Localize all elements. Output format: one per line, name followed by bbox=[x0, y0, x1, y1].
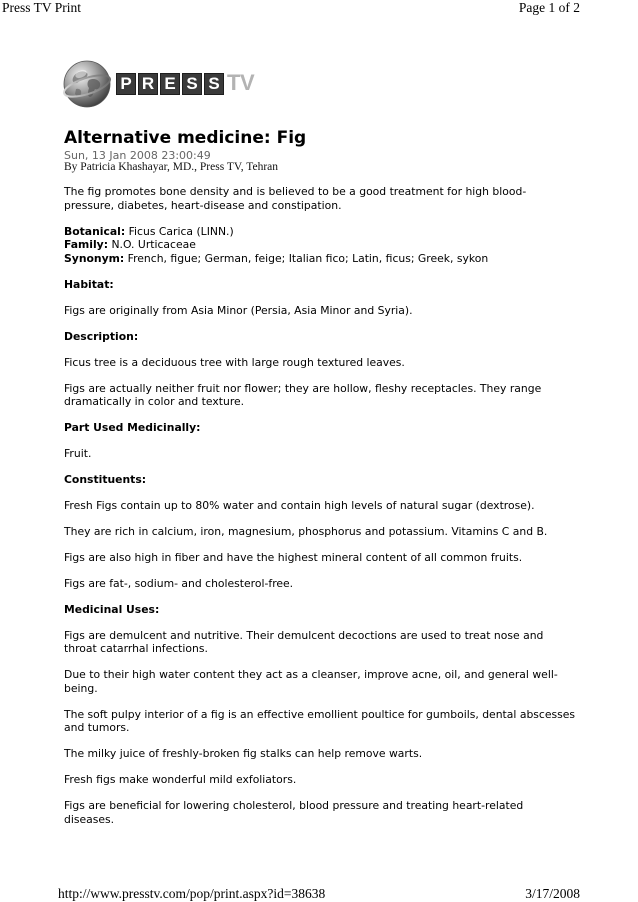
fact-value: N.O. Urticaceae bbox=[111, 238, 196, 252]
fact-label: Family: bbox=[64, 238, 109, 252]
fact-family bbox=[64, 238, 575, 251]
fact-label: Botanical: bbox=[64, 224, 126, 238]
paragraph bbox=[64, 629, 575, 656]
text-line: Due to their high water content they act as a cleanser, improve acne, oil, and general well- bbox=[64, 668, 558, 682]
article-byline: By Patricia Khashayar, MD., Press TV, Tehran bbox=[64, 160, 279, 173]
section-heading-medicinal-uses: Medicinal Uses: bbox=[64, 602, 160, 616]
paragraph bbox=[64, 551, 575, 564]
print-footer-date: 3/17/2008 bbox=[525, 886, 580, 901]
paragraph bbox=[64, 447, 575, 460]
fact-value: Ficus Carica (LINN.) bbox=[128, 224, 234, 238]
section-heading-part-used: Part Used Medicinally: bbox=[64, 420, 201, 434]
text-line: Figs are fat-, sodium- and cholesterol-free. bbox=[64, 576, 294, 590]
article-body bbox=[64, 185, 575, 838]
text-line: diseases. bbox=[64, 812, 115, 826]
text-line: Figs are also high in fiber and have the highest mineral content of all common fruits. bbox=[64, 550, 523, 564]
intro-paragraph bbox=[64, 185, 575, 212]
print-footer-url: http://www.presstv.com/pop/print.aspx?id=38638 bbox=[58, 886, 326, 901]
logo-press-letters bbox=[116, 73, 224, 95]
paragraph bbox=[64, 708, 575, 735]
text-line: Figs are originally from Asia Minor (Persia, Asia Minor and Syria). bbox=[64, 303, 413, 317]
paragraph bbox=[64, 356, 575, 369]
text-line: dramatically in color and texture. bbox=[64, 394, 245, 408]
logo-letter: P bbox=[116, 73, 136, 95]
text-line: Fresh figs make wonderful mild exfoliators. bbox=[64, 773, 297, 787]
text-line: and tumors. bbox=[64, 721, 130, 735]
fact-botanical bbox=[64, 225, 575, 238]
text-line: Figs are demulcent and nutritive. Their demulcent decoctions are used to treat nose and bbox=[64, 628, 544, 642]
text-line: being. bbox=[64, 681, 98, 695]
logo-letter: S bbox=[182, 73, 202, 95]
paragraph bbox=[64, 499, 575, 512]
section-heading-habitat: Habitat: bbox=[64, 277, 114, 291]
press-tv-logo bbox=[62, 59, 258, 109]
fact-value: French, figue; German, feige; Italian fico; Latin, ficus; Greek, sykon bbox=[127, 251, 489, 265]
paragraph bbox=[64, 799, 575, 826]
logo-tv-text: TV bbox=[227, 70, 255, 95]
text-line: Fresh Figs contain up to 80% water and contain high levels of natural sugar (dextrose). bbox=[64, 498, 535, 512]
text-line: pressure, diabetes, heart-disease and constipation. bbox=[64, 198, 342, 212]
paragraph bbox=[64, 747, 575, 760]
paragraph bbox=[64, 577, 575, 590]
article-title: Alternative medicine: Fig bbox=[64, 128, 307, 148]
logo-letter: R bbox=[138, 73, 158, 95]
globe-icon bbox=[62, 59, 112, 109]
paragraph bbox=[64, 668, 575, 695]
fact-synonym bbox=[64, 252, 575, 265]
logo-letter: S bbox=[204, 73, 224, 95]
text-line: They are rich in calcium, iron, magnesium, phosphorus and potassium. Vitamins C and B. bbox=[64, 524, 548, 538]
print-header-title: Press TV Print bbox=[2, 0, 82, 15]
text-line: Fruit. bbox=[64, 446, 92, 460]
paragraph bbox=[64, 773, 575, 786]
text-line: Ficus tree is a deciduous tree with large rough textured leaves. bbox=[64, 355, 405, 369]
section-heading-description: Description: bbox=[64, 329, 139, 343]
text-line: Figs are beneficial for lowering cholesterol, blood pressure and treating heart-related bbox=[64, 799, 524, 813]
article-date: Sun, 13 Jan 2008 23:00:49 bbox=[64, 149, 211, 162]
text-line: The milky juice of freshly-broken fig stalks can help remove warts. bbox=[64, 747, 423, 761]
text-line: The soft pulpy interior of a fig is an effective emollient poultice for gumboils, dental abscesses bbox=[64, 707, 576, 721]
botanical-facts bbox=[64, 225, 575, 265]
text-line: The fig promotes bone density and is believed to be a good treatment for high blood- bbox=[64, 185, 527, 199]
text-line: Figs are actually neither fruit nor flower; they are hollow, fleshy receptacles. They range bbox=[64, 381, 542, 395]
section-heading-constituents: Constituents: bbox=[64, 472, 147, 486]
paragraph bbox=[64, 304, 575, 317]
paragraph bbox=[64, 382, 575, 409]
logo-letter: E bbox=[160, 73, 180, 95]
text-line: throat catarrhal infections. bbox=[64, 642, 208, 656]
print-page-number: Page 1 of 2 bbox=[518, 0, 580, 15]
paragraph bbox=[64, 525, 575, 538]
fact-label: Synonym: bbox=[64, 251, 125, 265]
